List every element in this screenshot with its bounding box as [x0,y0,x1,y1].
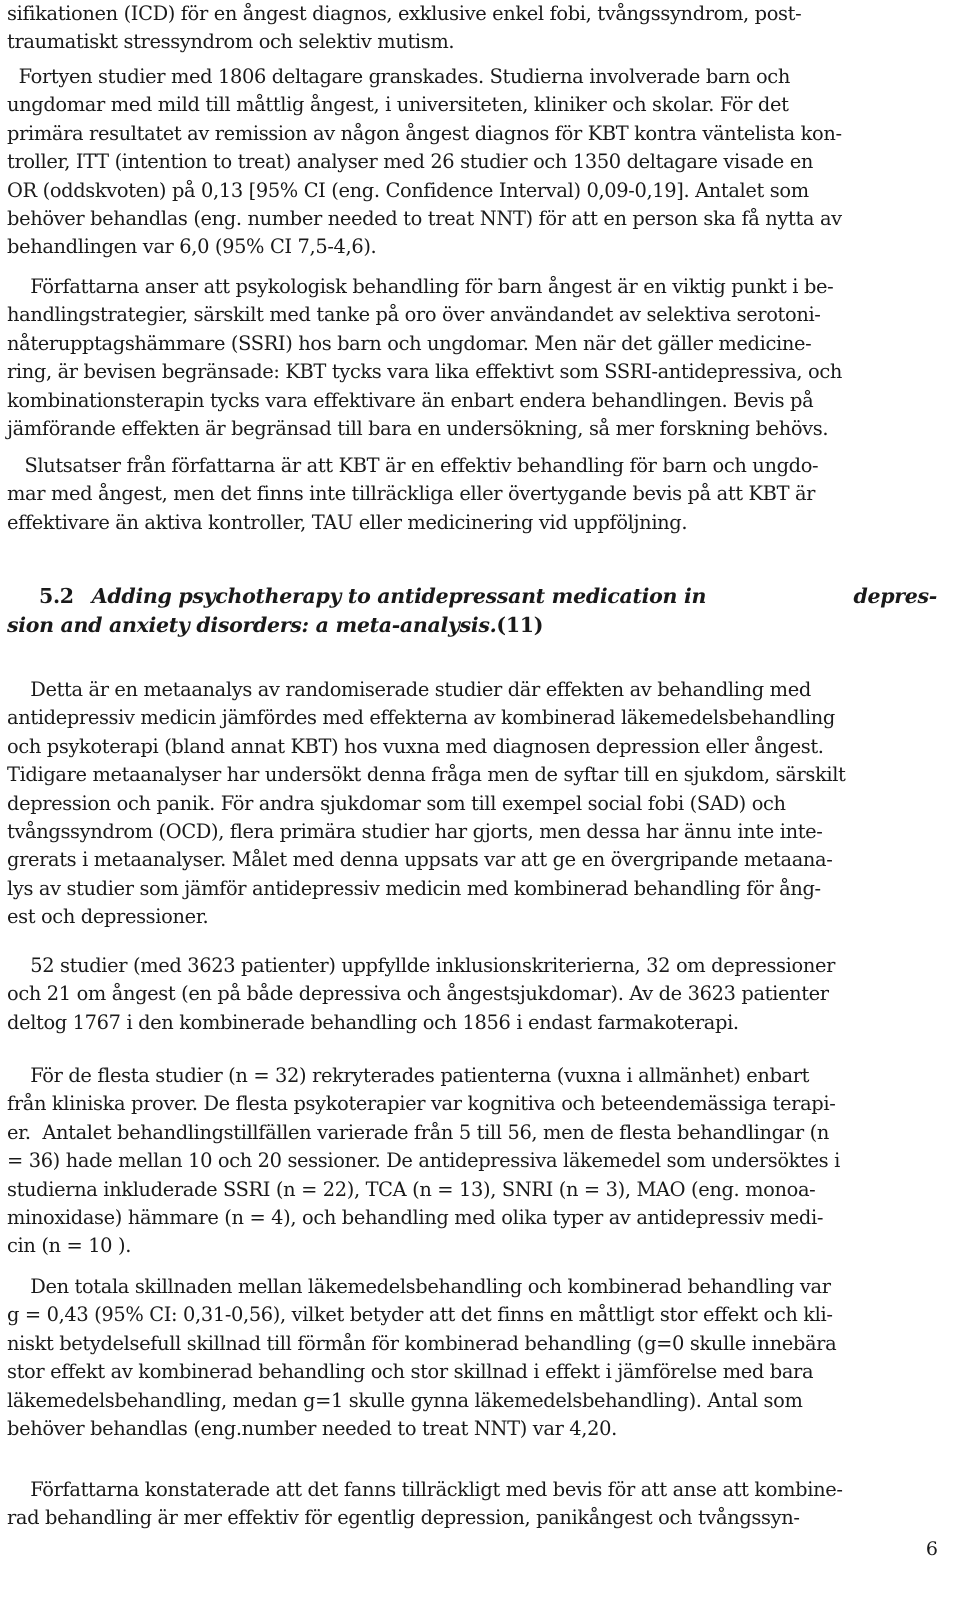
paragraph [7,0,801,57]
text-line: troller, ITT (intention to treat) analyser med 26 studier och 1350 deltagare visade en [7,150,813,174]
text-line: tvångssyndrom (OCD), flera primära studier har gjorts, men dessa har ännu inte inte- [7,820,823,844]
section-title-line1-end: depres- [853,584,937,608]
text-line: Författarna anser att psykologisk behandling för barn ångest är en viktig punkt i be- [7,275,834,298]
text-line: läkemedelsbehandling, medan g=1 skulle gynna läkemedelsbehandling). Antal som [7,1388,803,1412]
text-line: och psykoterapi (bland annat KBT) hos vuxna med diagnosen depression eller ångest. [7,734,824,758]
text-line: Fortyen studier med 1806 deltagare granskades. Studierna involverade barn och [7,65,790,88]
text-line: jämförande effekten är begränsad till bara en undersökning, så mer forskning behövs. [7,417,829,441]
text-line: från kliniska prover. De flesta psykoterapier var kognitiva och beteendemässiga terapi- [7,1092,836,1116]
text-line: och 21 om ångest (en på både depressiva och ångestsjukdomar). Av de 3623 patienter [7,982,829,1006]
text-line: traumatiskt stressyndrom och selektiv mutism. [7,30,455,54]
text-line: primära resultatet av remission av någon ångest diagnos för KBT kontra väntelista kon- [7,121,842,145]
section-title-line1: Adding psychotherapy to antidepressant medication in [91,584,707,608]
paragraph [7,1273,836,1443]
text-line: 52 studier (med 3623 patienter) uppfyllde inklusionskriterierna, 32 om depressioner [7,954,836,977]
paragraph [7,1062,840,1261]
text-line: sifikationen (ICD) för en ångest diagnos, exklusive enkel fobi, tvångssyndrom, post- [7,2,802,25]
paragraph [7,273,842,443]
text-line: Den totala skillnaden mellan läkemedelsbehandling och kombinerad behandling var [7,1275,831,1298]
text-line: deltog 1767 i den kombinerade behandling och 1856 i endast farmakoterapi. [7,1010,739,1034]
paragraph [7,952,835,1037]
text-line: Detta är en metaanalys av randomiserade studier där effekten av behandling med [7,678,811,701]
text-line: mar med ångest, men det finns inte tillräckliga eller övertygande bevis på att KBT är [7,482,816,506]
section-heading [7,582,937,640]
text-line: Författarna konstaterade att det fanns tillräckligt med bevis för att anse att kombine- [7,1478,843,1501]
text-line: Slutsatser från författarna är att KBT är en effektiv behandling för barn och ungdo- [7,454,819,477]
paragraph [7,63,842,262]
paragraph [7,1476,843,1533]
text-line: antidepressiv medicin jämfördes med effekterna av kombinerad läkemedelsbehandling [7,706,835,730]
text-line: g = 0,43 (95% CI: 0,31-0,56), vilket betyder att det finns en måttligt stor effekt och kli- [7,1303,833,1327]
text-line: För de flesta studier (n = 32) rekryterades patienterna (vuxna i allmänhet) enbart [7,1064,810,1087]
text-line: behandlingen var 6,0 (95% CI 7,5-4,6). [7,235,377,259]
text-line: depression och panik. För andra sjukdomar som till exempel social fobi (SAD) och [7,791,786,815]
page-number: 6 [925,1538,938,1560]
text-line: stor effekt av kombinerad behandling och stor skillnad i effekt i jämförelse med bara [7,1360,814,1384]
section-reference: (11) [496,613,544,637]
text-line: rad behandling är mer effektiv för egentlig depression, panikångest och tvångssyn- [7,1506,800,1530]
text-line: ring, är bevisen begränsade: KBT tycks vara lika effektivt som SSRI-antidepressiva, och [7,360,842,384]
text-line: ungdomar med mild till måttlig ångest, i universiteten, kliniker och skolar. För det [7,93,789,117]
text-line: est och depressioner. [7,905,209,929]
paragraph [7,452,818,537]
text-line: handlingstrategier, särskilt med tanke på oro över användandet av selektiva serotoni- [7,303,821,327]
text-line: er. Antalet behandlingstillfällen varierade från 5 till 56, men de flesta behandlingar (n [7,1120,829,1144]
section-number: 5.2 [39,584,74,608]
text-line: grerats i metaanalyser. Målet med denna uppsats var att ge en övergripande metaana- [7,848,833,872]
text-line: OR (oddskvoten) på 0,13 [95% CI (eng. Confidence Interval) 0,09-0,19]. Antalet som [7,178,809,202]
text-line: minoxidase) hämmare (n = 4), och behandling med olika typer av antidepressiv medi- [7,1206,824,1230]
text-line: behöver behandlas (eng. number needed to treat NNT) för att en person ska få nytta av [7,207,842,231]
text-line: nåterupptagshämmare (SSRI) hos barn och ungdomar. Men när det gäller medicine- [7,331,812,355]
text-line: studierna inkluderade SSRI (n = 22), TCA (n = 13), SNRI (n = 3), MAO (eng. monoa- [7,1177,816,1201]
text-line: Tidigare metaanalyser har undersökt denna fråga men de syftar till en sjukdom, särskilt [7,763,846,787]
section-title-line2: sion and anxiety disorders: a meta-analysis. [7,613,497,637]
text-line: niskt betydelsefull skillnad till förmån för kombinerad behandling (g=0 skulle innebära [7,1331,837,1355]
text-line: behöver behandlas (eng.number needed to treat NNT) var 4,20. [7,1417,617,1441]
text-line: kombinationsterapin tycks vara effektivare än enbart endera behandlingen. Bevis på [7,388,814,412]
text-line: cin (n = 10 ). [7,1234,132,1258]
text-line: = 36) hade mellan 10 och 20 sessioner. De antidepressiva läkemedel som undersöktes i [7,1149,840,1173]
text-line: effektivare än aktiva kontroller, TAU eller medicinering vid uppföljning. [7,510,688,534]
text-line: lys av studier som jämför antidepressiv medicin med kombinerad behandling för ång- [7,876,821,900]
paragraph [7,676,846,932]
